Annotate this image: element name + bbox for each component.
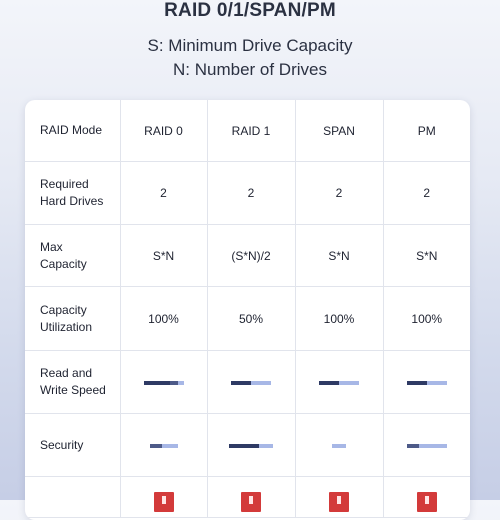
speed-bar-raid0	[120, 351, 207, 414]
cell-value: 100%	[383, 287, 470, 351]
icon-cell	[295, 477, 383, 518]
table-row	[25, 225, 470, 287]
cell-value: 2	[207, 162, 295, 225]
table-row-partial	[25, 477, 470, 518]
table-row	[25, 162, 470, 225]
table-row	[25, 287, 470, 351]
row-label-line2: Hard Drives	[40, 194, 104, 208]
red-switch-icon	[154, 492, 174, 512]
row-label-line1: Max	[40, 239, 63, 254]
raid-comparison-table	[25, 100, 470, 518]
row-label-line2: Capacity	[40, 256, 87, 271]
row-label-line1: Required	[40, 177, 89, 191]
subtitle-n-definition: N: Number of Drives	[173, 60, 327, 79]
row-label-line2: Utilization	[40, 319, 93, 334]
row-label-speed	[25, 351, 120, 414]
red-switch-icon	[417, 492, 437, 512]
row-label-cutoff	[25, 477, 120, 518]
comparison-card	[25, 100, 470, 520]
row-label-line1: Capacity	[40, 302, 87, 317]
row-label-line1: Security	[40, 437, 84, 452]
icon-cell	[383, 477, 470, 518]
icon-cell	[207, 477, 295, 518]
cell-value: 2	[295, 162, 383, 225]
row-label-line2: Write Speed	[40, 383, 106, 397]
cell-value: (S*N)/2	[207, 225, 295, 287]
speed-bar-span	[295, 351, 383, 414]
column-header-raid1: RAID 1	[207, 100, 295, 162]
column-header-pm: PM	[383, 100, 470, 162]
subtitle-s-definition: S: Minimum Drive Capacity	[147, 36, 353, 55]
red-switch-icon	[241, 492, 261, 512]
security-bar	[150, 444, 178, 448]
cell-value: 2	[383, 162, 470, 225]
row-label-security	[25, 414, 120, 477]
row-label-max-capacity	[25, 225, 120, 287]
speed-bar-pm	[383, 351, 470, 414]
cell-value: 50%	[207, 287, 295, 351]
speed-bar	[407, 381, 447, 385]
page-title: RAID 0/1/SPAN/PM	[164, 0, 336, 21]
cell-value: 100%	[295, 287, 383, 351]
security-bar-pm	[383, 414, 470, 477]
speed-bar-raid1	[207, 351, 295, 414]
cell-value: 2	[120, 162, 207, 225]
column-header-span: SPAN	[295, 100, 383, 162]
table-header-row	[25, 100, 470, 162]
icon-cell	[120, 477, 207, 518]
row-label-line1: Read and	[40, 366, 93, 380]
row-label-capacity-utilization	[25, 287, 120, 351]
row-label-required-drives	[25, 162, 120, 225]
column-header-raid-mode: RAID Mode	[25, 100, 120, 162]
cell-value: 100%	[120, 287, 207, 351]
table-row	[25, 414, 470, 477]
cell-value: S*N	[383, 225, 470, 287]
security-bar-raid0	[120, 414, 207, 477]
speed-bar	[144, 381, 184, 385]
security-bar	[229, 444, 273, 448]
cell-value: S*N	[120, 225, 207, 287]
table-row	[25, 351, 470, 414]
speed-bar	[231, 381, 271, 385]
column-header-raid0: RAID 0	[120, 100, 207, 162]
security-bar	[332, 444, 346, 448]
security-bar-raid1	[207, 414, 295, 477]
speed-bar	[319, 381, 359, 385]
cell-value: S*N	[295, 225, 383, 287]
security-bar-span	[295, 414, 383, 477]
red-switch-icon	[329, 492, 349, 512]
security-bar	[407, 444, 447, 448]
